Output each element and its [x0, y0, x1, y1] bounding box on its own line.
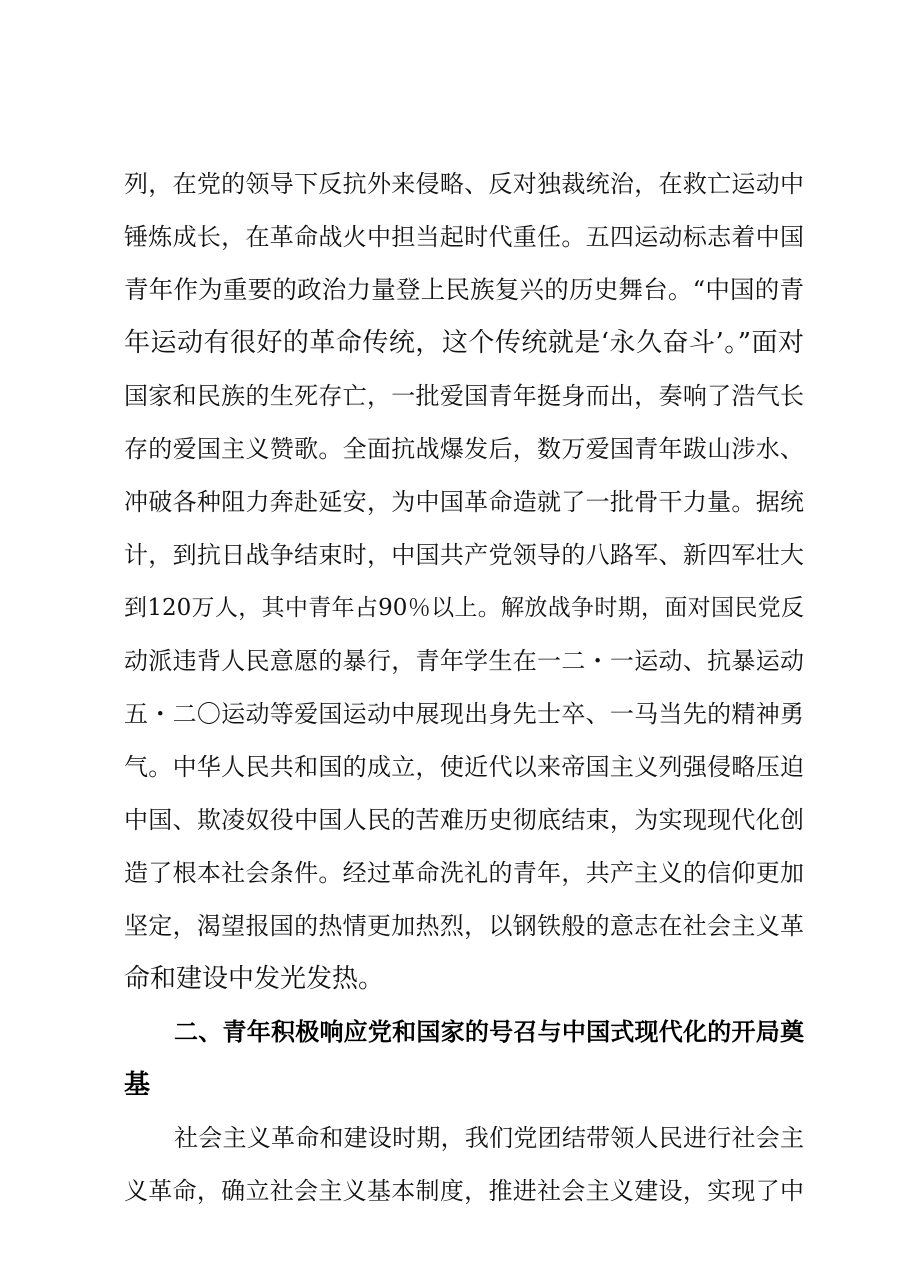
paragraph1-line-14: 造了根本社会条件。经过革命洗礼的青年，共产主义的信仰更加 [124, 859, 804, 887]
paragraph1-line-3: 青年作为重要的政治力量登上民族复兴的历史舞台。“中国的青 [124, 275, 804, 304]
paragraph1-line-9: 到120万人，其中青年占90％以上。解放战争时期，面对国民党反 [124, 595, 804, 621]
paragraph1-line-2: 锤炼成长，在革命战火中担当起时代重任。五四运动标志着中国 [124, 223, 804, 251]
paragraph1-line-10: 动派违背人民意愿的暴行，青年学生在一二・一运动、抗暴运动 [124, 647, 804, 675]
paragraph2-line-2: 义革命，确立社会主义基本制度，推进社会主义建设，实现了中 [124, 1177, 804, 1205]
paragraph1-line-12: 气。中华人民共和国的成立，使近代以来帝国主义列强侵略压迫 [124, 753, 804, 781]
paragraph1-line-15: 坚定，渴望报国的热情更加热烈，以钢铁般的意志在社会主义革 [124, 912, 804, 940]
paragraph1-line-1: 列，在党的领导下反抗外来侵略、反对独裁统治，在救亡运动中 [124, 170, 804, 198]
paragraph1-line-6: 存的爱国主义赞歌。全面抗战爆发后，数万爱国青年跋山涉水、 [124, 435, 804, 463]
paragraph1-line-11: 五・二〇运动等爱国运动中展现出身先士卒、一马当先的精神勇 [124, 700, 804, 728]
paragraph1-line-4: 年运动有很好的革命传统，这个传统就是‘永久奋斗’。”面对 [124, 328, 804, 358]
paragraph2-line-1: 社会主义革命和建设时期，我们党团结带领人民进行社会主 [174, 1124, 804, 1152]
paragraph1-line-5: 国家和民族的生死存亡，一批爱国青年挺身而出，奏响了浩气长 [124, 382, 804, 410]
section-heading-line-1: 二、青年积极响应党和国家的号召与中国式现代化的开局奠 [174, 1018, 804, 1046]
paragraph1-line-13: 中国、欺凌奴役中国人民的苦难历史彻底结束，为实现现代化创 [124, 806, 804, 834]
paragraph1-line-16: 命和建设中发光发热。 [124, 964, 385, 994]
section-heading-line-2: 基 [124, 1070, 151, 1100]
paragraph1-line-8: 计，到抗日战争结束时，中国共产党领导的八路军、新四军壮大 [124, 541, 804, 569]
paragraph1-line-7: 冲破各种阻力奔赴延安，为中国革命造就了一批骨干力量。据统 [124, 488, 804, 516]
